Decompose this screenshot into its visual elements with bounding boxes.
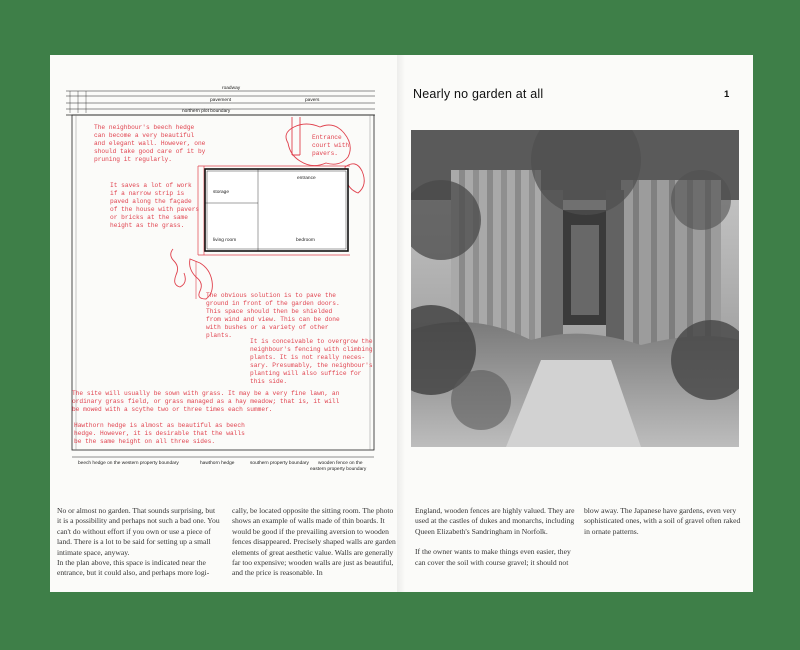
paragraph: In the plan above, this space is indicated near the entrance, but it could also, and perhaps more logi- [57, 558, 210, 578]
roadway-label: roadway [222, 86, 241, 91]
pavers-label: pavers [305, 98, 320, 103]
room-living: living room [213, 238, 237, 243]
note-paved-strip: It saves a lot of work if a narrow strip is paved along the façade of the house with pavers or bricks at the same height as the grass. [110, 182, 200, 229]
western-boundary-label: beech hedge on the western property boundary [78, 461, 179, 466]
room-bedroom: bedroom [296, 238, 315, 243]
garden-photo [411, 130, 739, 447]
note-hawthorn-hedge: Hawthorn hedge is almost as beautiful as beech hedge. However, it is desirable that the walls be the same height on all three sides. [74, 422, 245, 445]
eastern-fence-label: wooden fence on the [318, 461, 363, 466]
hawthorn-hedge-label: hawthorn hedge [200, 461, 235, 466]
book-spread [50, 55, 753, 592]
note-beech-hedge: The neighbour's beech hedge can become a very beautiful and elegant wall. However, one should take good care of it by pruning it regularly. [94, 124, 206, 163]
pavement-label: pavement [210, 98, 232, 103]
page-title: Nearly no garden at all [413, 87, 544, 101]
room-entrance: entrance [297, 176, 316, 181]
paragraph: England, wooden fences are highly valued. They are used at the castles of dukes and monarchs, including Queen Elizabeth's Sandringham in Norfolk. [415, 506, 575, 536]
note-climbing-plants: It is conceivable to overgrow the neighbour's fencing with climbing plants. It is not really neces- sary. Presumably, the neighbour's planting will also suffice for this side. [250, 338, 373, 385]
body-column-3 [415, 506, 575, 568]
note-grass: The site will usually be sown with grass. It may be a very fine lawn, an ordinary grass field, or grass managed as a hay meadow; that is, it will be mowed with a scythe two or three times each summer. [72, 390, 340, 413]
body-column-2 [232, 506, 398, 579]
northern-boundary-label: northern plot boundary [182, 109, 231, 114]
eastern-boundary-label: eastern property boundary [310, 467, 367, 472]
body-column-4 [584, 506, 744, 537]
body-column-1 [57, 506, 221, 579]
note-pave-garden-doors: The obvious solution is to pave the ground in front of the garden doors. This space should then be shielded from wind and view. This can be done with bushes or a variety of other plants. [206, 292, 340, 339]
paragraph: blow away. The Japanese have gardens, even very sophisticated ones, with a soil of gravel often raked in ornate patterns. [584, 506, 741, 536]
paragraph: cally, be located opposite the sitting room. The photo shows an example of walls made of thin boards. It would be good if the prevailing aversion to wooden fences disappeared. Precisely shaped walls are garden elements of great aesthetic value. Walls are generally far too expensive; wooden walls are just as beautiful, and the price is reasonable. In [232, 506, 396, 578]
garden-plan [50, 55, 400, 485]
page-number: 1 [724, 89, 730, 100]
southern-boundary-label: southern property boundary [250, 461, 309, 466]
room-storage: storage [213, 190, 229, 195]
paragraph: If the owner wants to make things even easier, they can cover the soil with course gravel; it should not [415, 547, 571, 567]
paragraph: No or almost no garden. That sounds surprising, but it is a possibility and perhaps not such a bad one. You can't do without effort if you own or use a piece of land. There is a lot to be said for setting up a small intimate space, anyway. [57, 506, 220, 557]
note-entrance-court: Entrance court with pavers. [312, 134, 350, 157]
